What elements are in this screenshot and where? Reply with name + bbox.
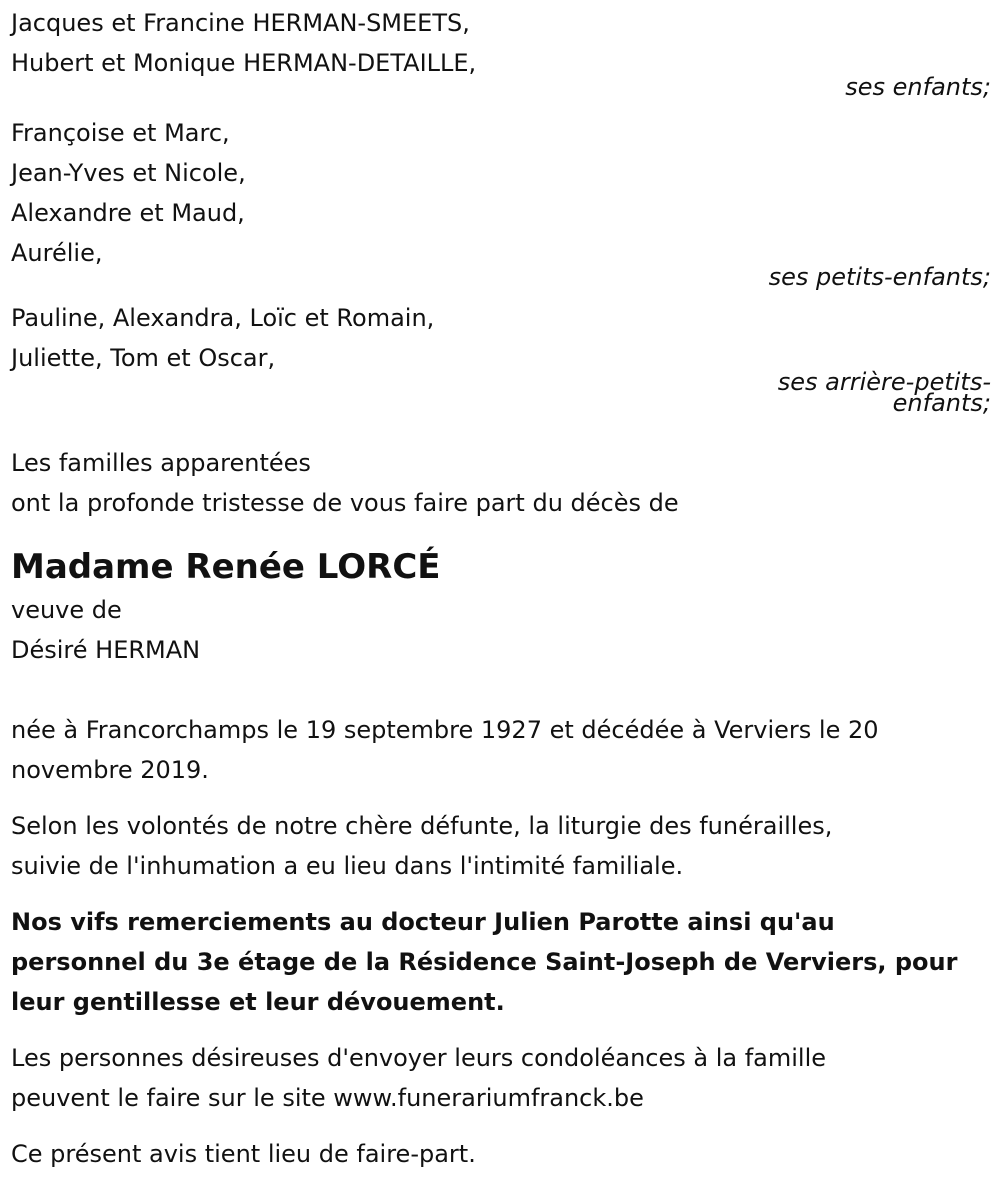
grandchild-line: Aurélie, bbox=[11, 239, 103, 267]
widow-of-label: veuve de bbox=[11, 596, 122, 624]
liturgy-paragraph bbox=[11, 806, 991, 886]
relatives-line: Les familles apparentées bbox=[11, 449, 311, 477]
thanks-line: personnel du 3e étage de la Résidence Saint-Joseph de Verviers, pour bbox=[11, 948, 958, 976]
grandchildren-role: ses petits-enfants; bbox=[768, 263, 991, 291]
great-grandchild-line: Pauline, Alexandra, Loïc et Romain, bbox=[11, 304, 435, 332]
child-line: Hubert et Monique HERMAN-DETAILLE, bbox=[11, 49, 477, 77]
grandchild-line: Alexandre et Maud, bbox=[11, 199, 245, 227]
great-grandchildren-role: ses arrière-petits- bbox=[777, 368, 991, 396]
birth-death-paragraph bbox=[11, 710, 991, 790]
thanks-line: Nos vifs remerciements au docteur Julien Parotte ainsi qu'au bbox=[11, 908, 835, 936]
great-grandchild-line: Juliette, Tom et Oscar, bbox=[11, 344, 276, 372]
great-grandchildren-group bbox=[11, 298, 991, 443]
grandchildren-group bbox=[11, 113, 991, 298]
children-group bbox=[11, 3, 991, 113]
child-line: Jacques et Francine HERMAN-SMEETS, bbox=[11, 9, 470, 37]
thanks-paragraph bbox=[11, 902, 991, 1022]
deceased-name: Madame Renée LORCÉ bbox=[11, 547, 441, 587]
liturgy-line: suivie de l'inhumation a eu lieu dans l'intimité familiale. bbox=[11, 852, 684, 880]
thanks-line: leur gentillesse et leur dévouement. bbox=[11, 988, 505, 1016]
notice-line: Ce présent avis tient lieu de faire-part. bbox=[11, 1140, 476, 1168]
spouse-name: Désiré HERMAN bbox=[11, 636, 201, 664]
condolences-paragraph bbox=[11, 1038, 991, 1118]
obituary-notice bbox=[11, 3, 991, 1174]
grandchild-line: Jean-Yves et Nicole, bbox=[11, 159, 246, 187]
children-role: ses enfants; bbox=[845, 73, 991, 101]
condolences-line: peuvent le faire sur le site www.funerariumfranck.be bbox=[11, 1084, 644, 1112]
birth-death-line: née à Francorchamps le 19 septembre 1927 et décédée à Verviers le 20 bbox=[11, 716, 879, 744]
condolences-line: Les personnes désireuses d'envoyer leurs condoléances à la famille bbox=[11, 1044, 827, 1072]
great-grandchildren-role-cont: enfants; bbox=[892, 389, 991, 417]
announcement-group bbox=[11, 443, 991, 538]
birth-death-line: novembre 2019. bbox=[11, 756, 209, 784]
grandchild-line: Françoise et Marc, bbox=[11, 119, 230, 147]
liturgy-line: Selon les volontés de notre chère défunte, la liturgie des funérailles, bbox=[11, 812, 833, 840]
announcement-line: ont la profonde tristesse de vous faire part du décès de bbox=[11, 489, 679, 517]
